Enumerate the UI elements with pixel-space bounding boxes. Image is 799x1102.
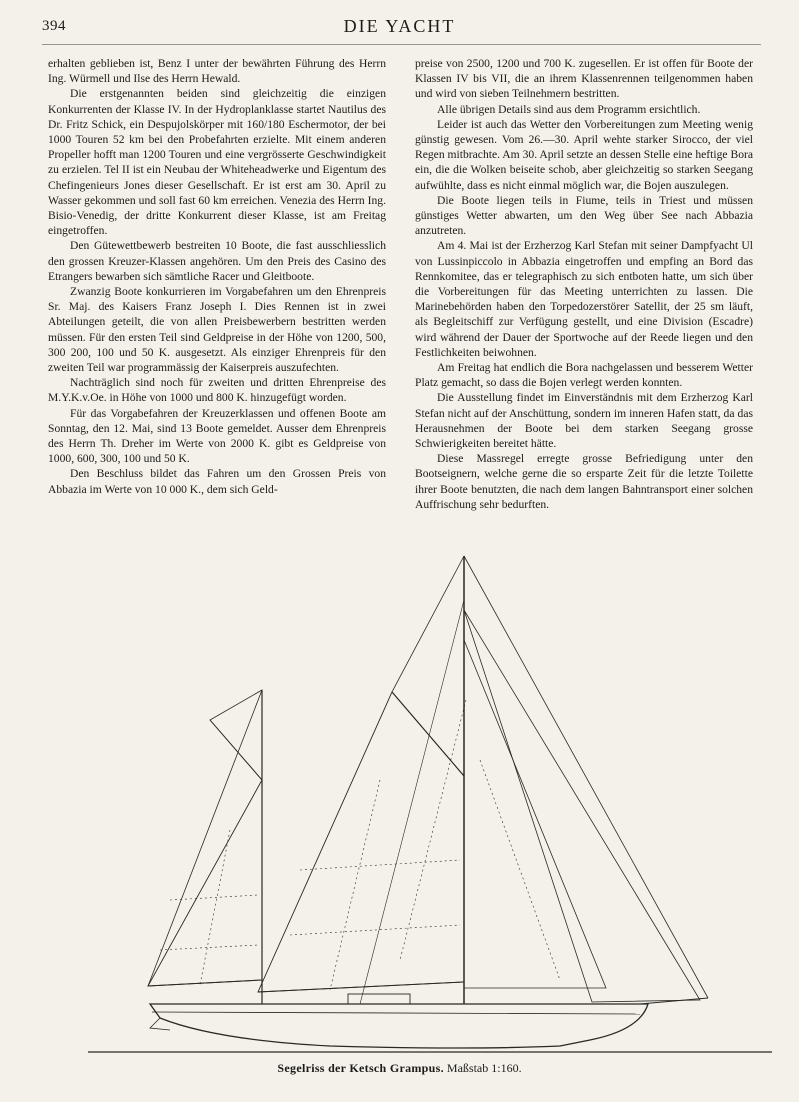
paragraph: Nachträglich sind noch für zweiten und dritten Ehrenpreise des M.Y.K.v.Oe. in Höhe von 1000 und 800 K. hinzugefügt worden. [48, 376, 386, 405]
mainsail [258, 692, 464, 992]
paragraph: Die erstgenannten beiden sind gleichzeitig die einzigen Konkurrenten der Klasse IV. In der Hydroplanklasse startet Nautilus des Dr. Fritz Schick, ein Despujolskörper mit 160/180 Eschermotor, der bei 1000 Touren 52 km bei den Probefahrten erzielte. Mit einem anderen Propeller hofft man 1200 Touren und eine vergrösserte Geschwindigkeit zu erzielen. Tel II ist ein Neubau der Whiteheadwerke und Eigentum des Chefingenieurs Jones dieser Gesellschaft. Er ist erst am 30. April zu Wasser gekommen und soll fast 60 km erreichen. Venezia des Herrn Ing. Bisio-Venedig, der dritte Konkurrent dieser Klasse, ist am Freitag eingetroffen. [48, 87, 386, 238]
paragraph: Leider ist auch das Wetter den Vorbereitungen zum Meeting wenig günstig gewesen. Vom 26.—30. April wehte starker Sirocco, der viel Regen mitbrachte. Am 30. April setzte an dessen Stelle eine heftige Bora ein, die die Wolken beiseite schob, aber gleichzeitig so starken Seegang aufwühlte, dass es nicht einmal möglich war, die Bojen auszulegen. [415, 117, 753, 192]
left-column [48, 56, 386, 497]
jib [464, 610, 700, 1002]
paragraph: Den Gütewettbewerb bestreiten 10 Boote, die fast ausschliesslich den grossen Kreuzer-Klassen angehören. Um den Preis des Casino des Etrangers bewarben sich sämtliche Racer und Gleitboote. [48, 239, 386, 283]
paragraph: Den Beschluss bildet das Fahren um den Grossen Preis von Abbazia im Werte von 10 000 K., dem sich Geld- [48, 467, 386, 496]
backstay [360, 600, 464, 1004]
hull [150, 1004, 648, 1048]
caption-title: Segelriss der Ketsch Grampus. [277, 1061, 444, 1075]
paragraph: Am Freitag hat endlich die Bora nachgelassen und besserem Wetter Platz gemacht, so dass die Bojen verlegt werden konnten. [415, 361, 753, 390]
rudder [150, 1018, 170, 1030]
deckhouse [348, 994, 410, 1004]
header-rule [42, 44, 761, 45]
paragraph: Alle übrigen Details sind aus dem Programm ersichtlich. [437, 102, 701, 116]
paragraph: Für das Vorgabefahren der Kreuzerklassen und offenen Boote am Sonntag, den 12. Mai, sind 13 Boote gemeldet. Ausser dem Ehrenpreis des Herrn Th. Dreher im Werte von 2000 K. gibt es Geldpreise von 1000, 600, 300, 100 und 50 K. [48, 406, 386, 466]
caption-scale: Maßstab 1:160. [446, 1061, 522, 1075]
mizzen-topsail [210, 690, 262, 780]
paragraph: Zwanzig Boote konkurrieren im Vorgabefahren um den Ehrenpreis Sr. Maj. des Kaisers Franz Joseph I. Dies Rennen ist in zwei Abteilungen geteilt, die von allen Preisbewerbern bestritten werden müssen. Für den ersten Teil sind Geldpreise in der Höhe von 1200, 500, 300 200, 100 und 50 K. ausgesetzt. Als einziger Ehrenpreis für den zweiten Teil war programmässig der Kaiserpreis auszufechten. [48, 285, 386, 375]
paragraph: erhalten geblieben ist, Benz I unter der bewährten Führung des Herrn Ing. Würmell und Ilse des Herrn Hewald. [48, 57, 386, 86]
topmast-stay [464, 556, 708, 998]
mizzen-sail [148, 780, 262, 986]
paragraph: preise von 2500, 1200 und 700 K. zugesellen. Er ist offen für Boote der Klassen IV bis VII, die an ihrem Klassenrennen teilgenommen haben und wird von sieben Teilnehmern bestritten. [415, 57, 753, 101]
main-topsail [392, 556, 464, 776]
paragraph: Die Ausstellung findet im Einverständnis mit dem Erzherzog Karl Stefan nicht auf der Anschüttung, sondern im inneren Hafen statt, da das Herausnehmen der Boote bei dem starken Seegang grosse Schwierigkeiten bereitet hätte. [415, 391, 753, 451]
sail-plan-drawing [0, 540, 799, 1060]
running-head-title: DIE YACHT [343, 16, 456, 36]
staysail [464, 640, 606, 988]
paragraph: Am 4. Mai ist der Erzherzog Karl Stefan mit seiner Dampfyacht Ul von Lussinpiccolo in Abbazia eingetroffen und empfing an Bord das Rennkomitee, das er telegraphisch zu sich entboten hatte, um sich über die Vorbereitungen für das Meeting unterrichten zu lassen. Die Marinebehörden haben den Torpedozerstörer Satellit, der 25 sm läuft, als Begleitschiff zur Verfügung gestellt, und eine Division (Escadre) wird während der Dauer der Sportwoche auf der Reede liegen und den Festlichkeiten beiwohnen. [415, 239, 753, 359]
page-number: 394 [42, 18, 66, 34]
right-column [415, 56, 753, 512]
figure-caption [0, 1061, 799, 1076]
paragraph: Die Boote liegen teils in Fiume, teils in Triest und müssen günstiges Wetter abwarten, um den Weg über See nach Abbazia anzutreten. [415, 193, 753, 238]
paragraph: Diese Massregel erregte grosse Befriedigung unter den Bootseignern, welche gerne die so ersparte Zeit für die letzte Toilette ihrer Boote benutzten, die nach dem langen Bahntransport einer solchen Auffrischung sehr bedurften. [415, 452, 753, 511]
